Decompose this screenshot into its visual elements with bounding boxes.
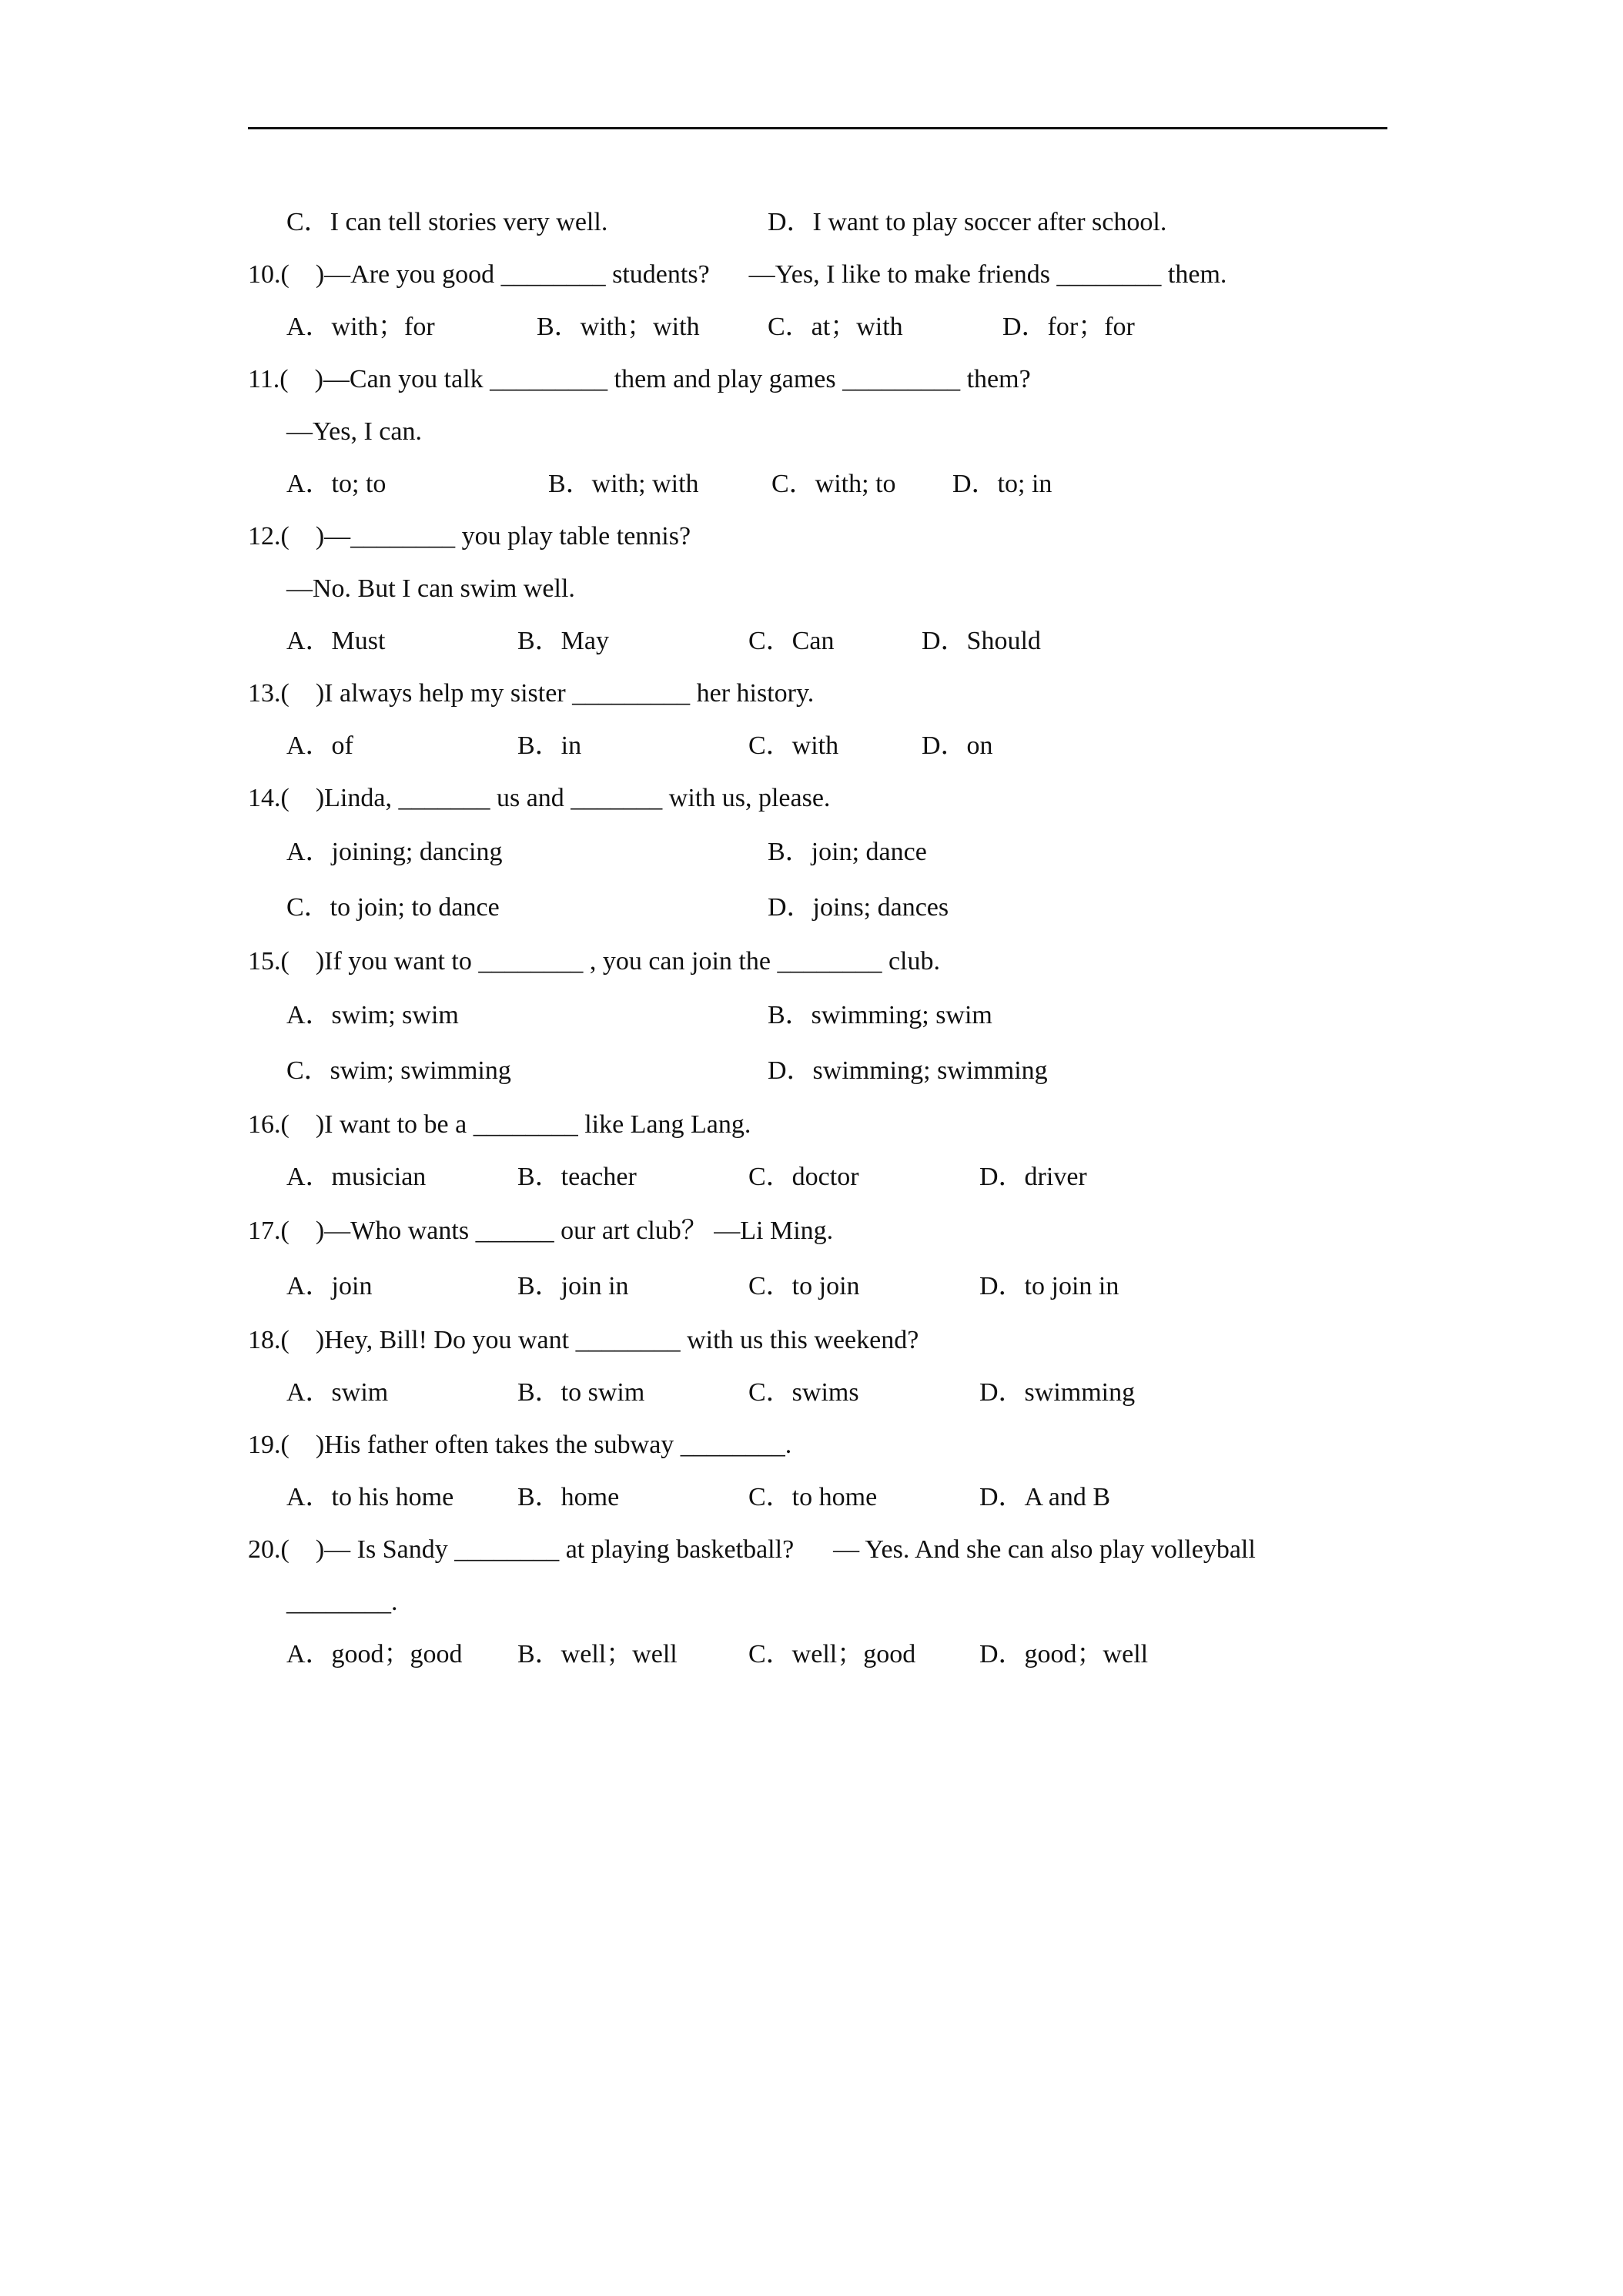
question-13-option-b: B．in <box>517 731 582 760</box>
question-12-option-c: C．Can <box>748 627 835 655</box>
question-20-options <box>248 1628 1403 1681</box>
question-12-option-d: D．Should <box>922 627 1041 655</box>
question-14-number: 14.( <box>248 784 289 812</box>
question-17-option-d: D．to join in <box>979 1272 1119 1300</box>
question-10-option-c: C．at；with <box>768 313 903 341</box>
question-16-stem <box>248 1099 1403 1151</box>
question-15-options-row-1 <box>248 988 1403 1043</box>
question-18-option-d: D．swimming <box>979 1378 1136 1407</box>
question-18-option-c: C．swims <box>748 1378 859 1407</box>
question-19-option-a: A．to his home <box>286 1483 454 1511</box>
question-10-number: 10.( <box>248 260 289 289</box>
question-18-number: 18.( <box>248 1326 289 1354</box>
question-14-option-b: B．join; dance <box>768 838 927 866</box>
question-15-text: )If you want to ________ , you can join the ________ club. <box>289 947 940 976</box>
question-17-option-a: A．join <box>286 1272 373 1300</box>
question-15-number: 15.( <box>248 947 289 976</box>
question-11-text: )—Can you talk _________ them and play games _________ them? <box>288 365 1031 393</box>
question-11-stem <box>248 353 1403 406</box>
question-16-option-a: A．musician <box>286 1163 427 1191</box>
question-14-options-row-2 <box>248 880 1403 935</box>
question-17-stem <box>248 1203 1403 1259</box>
question-11-number: 11.( <box>248 365 289 393</box>
question-18-options <box>248 1367 1403 1419</box>
question-10-text: )—Are you good ________ students? —Yes, I like to make friends ________ them. <box>289 260 1227 289</box>
question-15-option-d: D．swimming; swimming <box>768 1056 1048 1085</box>
question-15-options-row-2 <box>248 1043 1403 1099</box>
question-10-option-d: D．for；for <box>1002 313 1135 341</box>
question-17-options <box>248 1259 1403 1314</box>
question-12-reply: —No. But I can swim well. <box>286 574 575 603</box>
question-18-stem <box>248 1314 1403 1367</box>
question-19-option-b: B．home <box>517 1483 620 1511</box>
question-11-options <box>248 458 1403 510</box>
worksheet-content <box>248 196 1403 1681</box>
header-rule <box>248 127 1387 129</box>
question-19-text: )His father often takes the subway ________. <box>289 1431 792 1459</box>
q9-options <box>248 196 1403 249</box>
question-10-option-a: A．with；for <box>286 313 435 341</box>
question-14-text: )Linda, _______ us and _______ with us, please. <box>289 784 831 812</box>
question-12-stem <box>248 510 1403 563</box>
question-15-option-c: C．swim; swimming <box>286 1056 511 1085</box>
question-13-text: )I always help my sister _________ her history. <box>289 679 815 708</box>
question-13-option-d: D．on <box>922 731 993 760</box>
question-18-option-a: A．swim <box>286 1378 389 1407</box>
question-11-option-d: D．to; in <box>952 470 1052 498</box>
question-14-option-c: C．to join; to dance <box>286 893 500 922</box>
question-15-option-b: B．swimming; swim <box>768 1001 992 1029</box>
question-13-option-c: C．with <box>748 731 839 760</box>
question-14-stem <box>248 772 1403 825</box>
question-16-option-d: D．driver <box>979 1163 1087 1191</box>
question-17-number: 17.( <box>248 1217 289 1245</box>
question-20-option-c: C．well；good <box>748 1640 916 1668</box>
question-16-text: )I want to be a ________ like Lang Lang. <box>289 1110 751 1139</box>
question-16-options <box>248 1151 1403 1203</box>
question-20-option-b: B．well；well <box>517 1640 678 1668</box>
q9-option-d: D．I want to play soccer after school. <box>768 208 1167 236</box>
question-11-reply: —Yes, I can. <box>286 417 422 446</box>
question-12-text: )—________ you play table tennis? <box>289 522 691 551</box>
question-20-number: 20.( <box>248 1535 289 1564</box>
question-11-option-b: B．with; with <box>548 470 699 498</box>
question-20-text: )— Is Sandy ________ at playing basketball? — Yes. And she can also play volleyball <box>289 1535 1256 1564</box>
question-17-option-c: C．to join <box>748 1272 860 1300</box>
question-13-stem <box>248 668 1403 720</box>
question-13-number: 13.( <box>248 679 289 708</box>
question-19-option-c: C．to home <box>748 1483 878 1511</box>
question-12-option-a: A．Must <box>286 627 386 655</box>
question-19-number: 19.( <box>248 1431 289 1459</box>
question-18-option-b: B．to swim <box>517 1378 645 1407</box>
question-10-option-b: B．with；with <box>537 313 700 341</box>
question-19-options <box>248 1471 1403 1524</box>
question-10-stem <box>248 249 1403 301</box>
question-20-option-a: A．good；good <box>286 1640 463 1668</box>
question-12-number: 12.( <box>248 522 289 551</box>
question-10-options <box>248 301 1403 353</box>
question-13-option-a: A．of <box>286 731 353 760</box>
question-11-option-c: C．with; to <box>771 470 896 498</box>
question-19-option-d: D．A and B <box>979 1483 1110 1511</box>
q9-option-c: C．I can tell stories very well. <box>286 208 608 236</box>
question-12-option-b: B．May <box>517 627 609 655</box>
question-17-text: )—Who wants ______ our art club？ —Li Ming. <box>289 1217 834 1245</box>
question-11-option-a: A．to; to <box>286 470 387 498</box>
question-12-options <box>248 615 1403 668</box>
question-13-options <box>248 720 1403 772</box>
question-19-stem <box>248 1419 1403 1471</box>
question-14-option-a: A．joining; dancing <box>286 838 503 866</box>
question-15-option-a: A．swim; swim <box>286 1001 459 1029</box>
question-15-stem <box>248 935 1403 988</box>
question-17-option-b: B．join in <box>517 1272 629 1300</box>
question-16-option-b: B．teacher <box>517 1163 637 1191</box>
question-14-options-row-1 <box>248 825 1403 880</box>
question-16-number: 16.( <box>248 1110 289 1139</box>
question-16-option-c: C．doctor <box>748 1163 859 1191</box>
question-14-option-d: D．joins; dances <box>768 893 949 922</box>
question-20-stem <box>248 1524 1403 1576</box>
question-18-text: )Hey, Bill! Do you want ________ with us this weekend? <box>289 1326 919 1354</box>
question-20-stem-continuation: ________. <box>286 1588 398 1616</box>
question-20-option-d: D．good；well <box>979 1640 1149 1668</box>
